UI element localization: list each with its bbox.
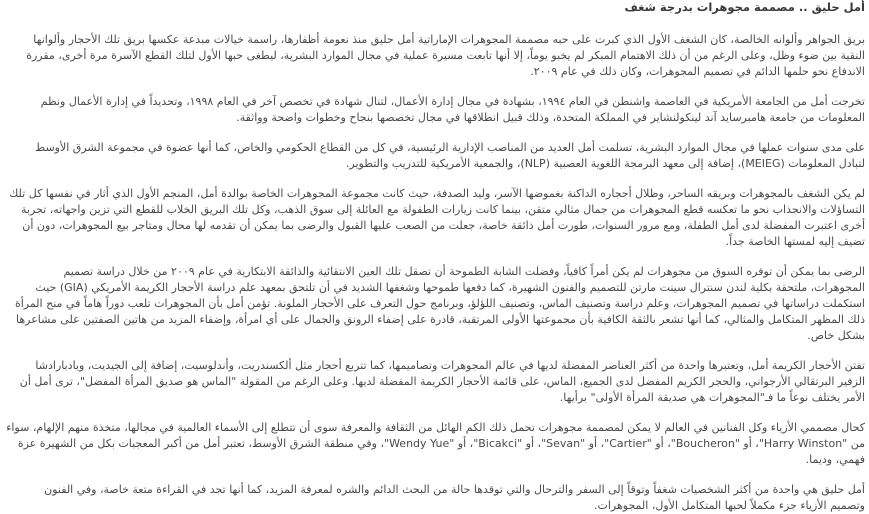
article-paragraph: لم يكن الشغف بالمجوهرات وبريقه الساحر، وظلال أحجاره الداكنة بغموضها الآسر، وليد الصدفة، حيث كانت مجموعة المجوهرات الخاصة بوالدة أمل، المنجم الأول الذي أثار في نفسها كل تلك التساؤلات والانجذاب نحو ما تعكسه قطع المجوهرات من جمال مثالي متقن، بينما كانت زيارات الطفولة مع العائلة إلى سوق الذهب، وكل تلك البريق الخلاب للقطع التي تزين واجهاته، تجربة أخرى اعتبرت المفضلة لدى أمل الطفلة، ومع مرور السنوات، طورت أمل ذائقة خاصة، جعلت من الصعب عليها القبول والرضى بما يمكن أن تقدمه لها محال ومتاجر بيع المجوهرات، دون أن تضيف إليه لمستها الخاصة جداً. — [9, 187, 865, 248]
article-paragraph: تخرجت أمل من الجامعة الأمريكية في العاصمة واشنطن في العام ١٩٩٤، بشهادة في مجال إدارة الأعمال، لتنال شهادة في تخصص آخر في العام ١٩٩٨، وتحديداً في إدارة الأعمال ونظم المعلومات من جامعة هامبرسايد آند لينكولنشاير في المملكة المتحدة، وذلك قبيل انطلاقها في مجال تخصصها بنجاح وخطوات واضحة وواثقة. — [40, 95, 865, 124]
article-title: أمل حليق .. مصممة مجوهرات بدرجة شغف — [624, 0, 865, 14]
article-paragraph: أمل حليق هي واحدة من أكثر الشخصيات شغفاً وتوقاً إلى السفر والترحال والتي توقدها حالة من البحث الدائم والشره لمعرفة المزيد، كما أنها تجد في القراءة متعة خاصة، وفي الفنون وتصميم الأزياء جزء مكملاً لحبها المتكامل الأول، المجوهرات. — [44, 483, 865, 512]
article-paragraph: على مدى سنوات عملها في مجال الموارد البشرية، تسلمت أمل العديد من المناصب الإدارية الرئيسية، في كل من القطاع الحكومي والخاص، كما أنها عضوة في مجموعة الشرق الأوسط لتبادل المعلومات (MEIEG)، إضافة إلى معهد البرمجة اللغوية العصبية (NLP)، والجمعية الأمريكية للتدريب والتطوير. — [35, 141, 865, 170]
article-paragraph: تفتن الأحجار الكريمة أمل، وتعتبرها واحدة من أكثر العناصر المفضلة لديها في عالم المجوهرات وتصاميمها، كما تتربع أحجار مثل ألكسندريت، وأندلوسيت، إضافة إلى الجيديت، وبادبارادشا الزفير البرتقالي الأرجواني، والحجر الكريم المفضل لدى الجميع، الماس، على قائمة الأحجار الكريمة المفضلة لديها. وعلى الرغم من المقولة "الماس هو صديق المرأة المفضل"، ترى أمل أن الأمر يختلف نوعاً ما فـ"المجوهرات هي صديقة المرأة الأولى" برأيها. — [19, 359, 865, 404]
article-paragraph: الرضى بما يمكن أن توفره السوق من مجوهرات لم يكن أمراً كافياً، وفضلت الشابة الطموحة أن تصقل تلك العين الانتقائية والذائقة الابتكارية في عام ٢٠٠٩ من خلال دراسة تصميم المجوهرات، ملتحقة بكلية لندن سنترال سينت مارتن للتصميم والفنون الشهيرة، كما دفعها طموحها وشغفها الشديد في أن تلتحق بمعهد علم دراسة الأحجار الكريمة الأمريكي (GIA) حيث استكملت دراساتها في تصميم المجوهرات، وعلم دراسة وتصنيف الماس، وتصنيف اللؤلؤ، وبرنامج حول التعرف على الأحجار الملونة. تؤمن أمل بأن المجوهرات تلعب دوراً هاماً في منح المرأة ذلك المظهر المتكامل والمثالي، كما أنها تشعر بالثقة الكافية بأن مجموعتها الأولى المرتقبة، قادرة على إضفاء الرونق والجمال على أي امرأة، وإضفاء المزيد من هاتين الصفتين على مشاعرها بشكل خاص. — [14, 265, 865, 342]
article-paragraph: بريق الجواهر وألوانه الخالصة، كان الشغف الأول الذي كبرت على حبه مصممة المجوهرات الإماراتية أمل حليق منذ نعومة أظفارها، راسمة خيالات مبدعة عكسها بريق تلك الأحجار وألوانها النقية بين ضوء وظل، وعلى الرغم من أن ذلك الاهتمام المبكر لم يخبو يوماً، إلا أنها تابعت مسيرة عملية في مجال الموارد البشرية، ليطغى حبها الأول لتلك القطع الآسرة مرة أخرى، مقررة الاندفاع نحو حلمها الدائم في تصميم المجوهرات، وكان ذلك في عام ٢٠٠٩. — [26, 33, 865, 78]
article-paragraph: كحال مصممي الأزياء وكل الفنانين في العالم لا يمكن لمصممة مجوهرات تحمل ذلك الكم الهائل من الثقافة والمعرفة سوى أن تتطلع إلى الأسماء العالمية في مجالها، متخذة منهم الإلهام، سواء من "Harry Winston"، أو "Boucheron"، أو "Cartier"، أو "Sevan"، أو "Bicakci"، أو "Wendy Yue"، وفي منطقة الشرق الأوسط، تعتبر أمل من أكبر المعجبات بكل من الشهيرة عزة فهمي، وديما. — [6, 421, 865, 466]
